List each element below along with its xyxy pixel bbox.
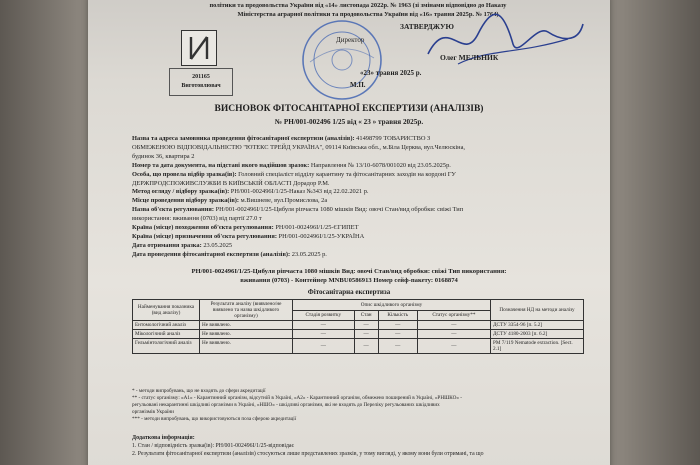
header-line-1: політики та продовольства України від «14» листопада 2022р. № 1963 (зі змінами відповідно до Наказу [209,2,507,9]
note-line: ** - статус організму: «А1» - Карантинний організм, відсутній в Україні, «А2» - Карантинний організм, обмежено поширений в Україні, «РНШКО» - [132,395,462,401]
round-seal-icon [300,18,384,102]
lab-code-box [169,68,233,96]
field-value: м.Вишневе, вул.Промислова, 2а [239,197,328,205]
table-row [133,321,584,330]
field-value: використання: вживання (0703) від партії 27.0 т [132,215,262,223]
field-label: Місце проведення відбору зразка(ів): [132,197,240,205]
field-value: Направлення № 13/10-6078/001020 від 23.05.2025р. [309,161,451,169]
field-label: Країна (місце) походження об'єкта регулювання: [132,224,274,231]
field-label: Особа, що провела відбір зразка(ів): [132,170,237,178]
field-line [132,197,327,205]
field-value: 23.05.2025 р. [290,250,327,258]
stamp-place-label: М.П. [350,81,366,89]
note-line: регульовані некарантинні шкідливі організми в Україні, «НШО» - шкідливі організми, які не входять до Переліку регульованих шкідливих [132,402,440,408]
header-stage: Стадія розвитку [293,310,355,321]
row-status: — [417,330,490,339]
field-line [132,251,327,259]
row-nd: ДСТУ 4180-2003 [п. 6.2] [491,330,584,339]
table-row [133,339,584,354]
lab-logo-icon [181,30,217,66]
additional-line-1: 1. Стан / відповідність зразка(ів): PH/001-002496I/1/25-відповідає [132,443,294,449]
row-nd: ДСТУ 3354-96 [п. 5.2] [491,321,584,330]
field-line [132,180,330,188]
row-qty: — [378,339,417,354]
field-label: Номер та дата документа, на підставі якого надійшов зразок: [132,161,310,169]
approve-label: ЗАТВЕРДЖУЮ [400,22,454,31]
field-value: PH/001-002496I/1/25-ЄГИПЕТ [273,224,359,231]
section-title: Фітосанітарна експертиза [307,288,391,296]
header-result: Результати аналізу (виявлено/не виявлено та назва шкідливого організму) [200,300,293,321]
field-label: Метод огляду / відбору зразка(ів): [132,188,230,196]
table-row [133,330,584,339]
field-line [132,224,359,232]
field-line [132,188,369,196]
table-header-row [133,300,584,311]
row-stage: — [293,330,355,339]
field-label: Дата отримання зразка: [132,241,202,249]
row-result: Не виявлено. [200,330,293,339]
row-name: Гельмінтологічний аналіз [133,339,200,354]
field-value: PH/001-002496I/1/25-Цибуля ріпчаста 1080 мішків Вид: овочі Стан/вид обробки: свіжі Тип [214,206,464,214]
field-label: Назва об'єкта регулювання: [132,206,214,214]
header-state: Стан [354,310,378,321]
row-name: Мікологічний аналіз [133,330,200,339]
results-table [132,299,584,354]
field-label: Назва та адреса замовника проведення фітосанітарної експертизи (аналізів): [132,135,355,142]
row-nd: PM 7/119 Nematode extraction. [Sect. 2.1] [491,339,584,354]
additional-title: Додаткова інформація: [132,435,195,441]
row-stage: — [293,321,355,330]
row-status: — [417,339,490,354]
header-line-2: Міністерства аграрної політики та продовольства України від «16» травня 2025р. № 1764) [237,11,499,18]
object-description-1: PH/001-002496I/1/25-Цибуля ріпчаста 1080 мішків Вид: овочі Стан/вид обробки: свіжі Тип використання: [191,268,507,275]
row-state: — [354,321,378,330]
field-line [132,144,465,152]
field-value: PH/001-002496I/1/25-УКРАЇНА [276,232,365,240]
field-line [132,215,262,223]
row-name: Ентомологічний аналіз [133,321,200,330]
header-infestation: Опис шкідливого організму [293,300,491,311]
header-qty: Кількість [378,310,417,321]
row-result: Не виявлено. [200,321,293,330]
field-line [132,233,364,241]
additional-line-2: 2. Результати фітосанітарної експертизи (аналізів) стосуються лише представлених зразків, у тому вигляді, у якому вони були отримані, та що [132,451,484,457]
director-label: Директор [336,36,365,44]
approval-date: «23» травня 2025 р. [360,69,422,77]
header-name: Найменування показника (вид аналізу) [133,300,200,321]
note-line: *** - методи випробувань, що використовуються поза сферою акредитації [132,416,297,422]
document-number: № PH/001-002496 1/25 від « 23 » травня 2025р. [274,118,424,126]
field-value: 23.05.2025 [201,241,233,249]
row-state: — [354,330,378,339]
field-line [132,171,456,179]
header-nd: Позначення НД на методи аналізу [491,300,584,321]
row-state: — [354,339,378,354]
lab-code-number: 201165 [192,74,210,80]
row-qty: — [378,330,417,339]
field-value: будинок 36, квартира 2 [132,152,195,160]
field-label: Дата проведення фітосанітарної експертизи (аналізів): [132,250,291,258]
row-result: Не виявлено. [200,339,293,354]
document-page [88,0,610,465]
header-status: Статус організму** [417,310,490,321]
note-line: * - методи випробувань, що не входять до сфери акредитації [132,388,266,394]
document-title: ВИСНОВОК ФІТОСАНІТАРНОЇ ЕКСПЕРТИЗИ (АНАЛІЗІВ) [214,104,484,114]
lab-code-label: Виготовлювач [181,83,221,89]
signature-icon [418,4,588,74]
row-status: — [417,321,490,330]
field-line [132,135,430,143]
row-qty: — [378,321,417,330]
field-value: ОБМЕЖЕНОЮ ВІДПОВІДАЛЬНІСТЮ "ЮТЕКС ТРЕЙД УКРАЇНА", 09114 Київська обл., м.Біла Церква, вул.Челюскіна, [132,143,466,151]
field-line [132,206,463,214]
field-line [132,162,451,170]
field-line [132,153,194,161]
note-line: організмів України [132,409,174,415]
field-line [132,242,232,250]
signer-name: Олег МЕЛЬНИК [440,53,499,62]
field-value: 41498799 ТОВАРИСТВО З [354,135,431,142]
row-stage: — [293,339,355,354]
field-value: PH/001-002496I/1/25-Наказ №343 від 22.02.2021 р. [229,188,369,196]
field-label: Країна (місце) призначення об'єкта регулювання: [132,232,277,240]
field-value: ДЕРЖПРОДСПОЖИВСЛУЖБИ В КИЇВСЬКІЙ ОБЛАСТІ Дорадор Р.М. [132,179,330,187]
object-description-2: вживання (0703) - Контейнер MNBU0586913 Номер сейф-пакету: 0168874 [240,277,458,284]
field-value: Головний спеціаліст відділу карантину та фітосанітарних заходів на кордоні ГУ [236,170,456,178]
